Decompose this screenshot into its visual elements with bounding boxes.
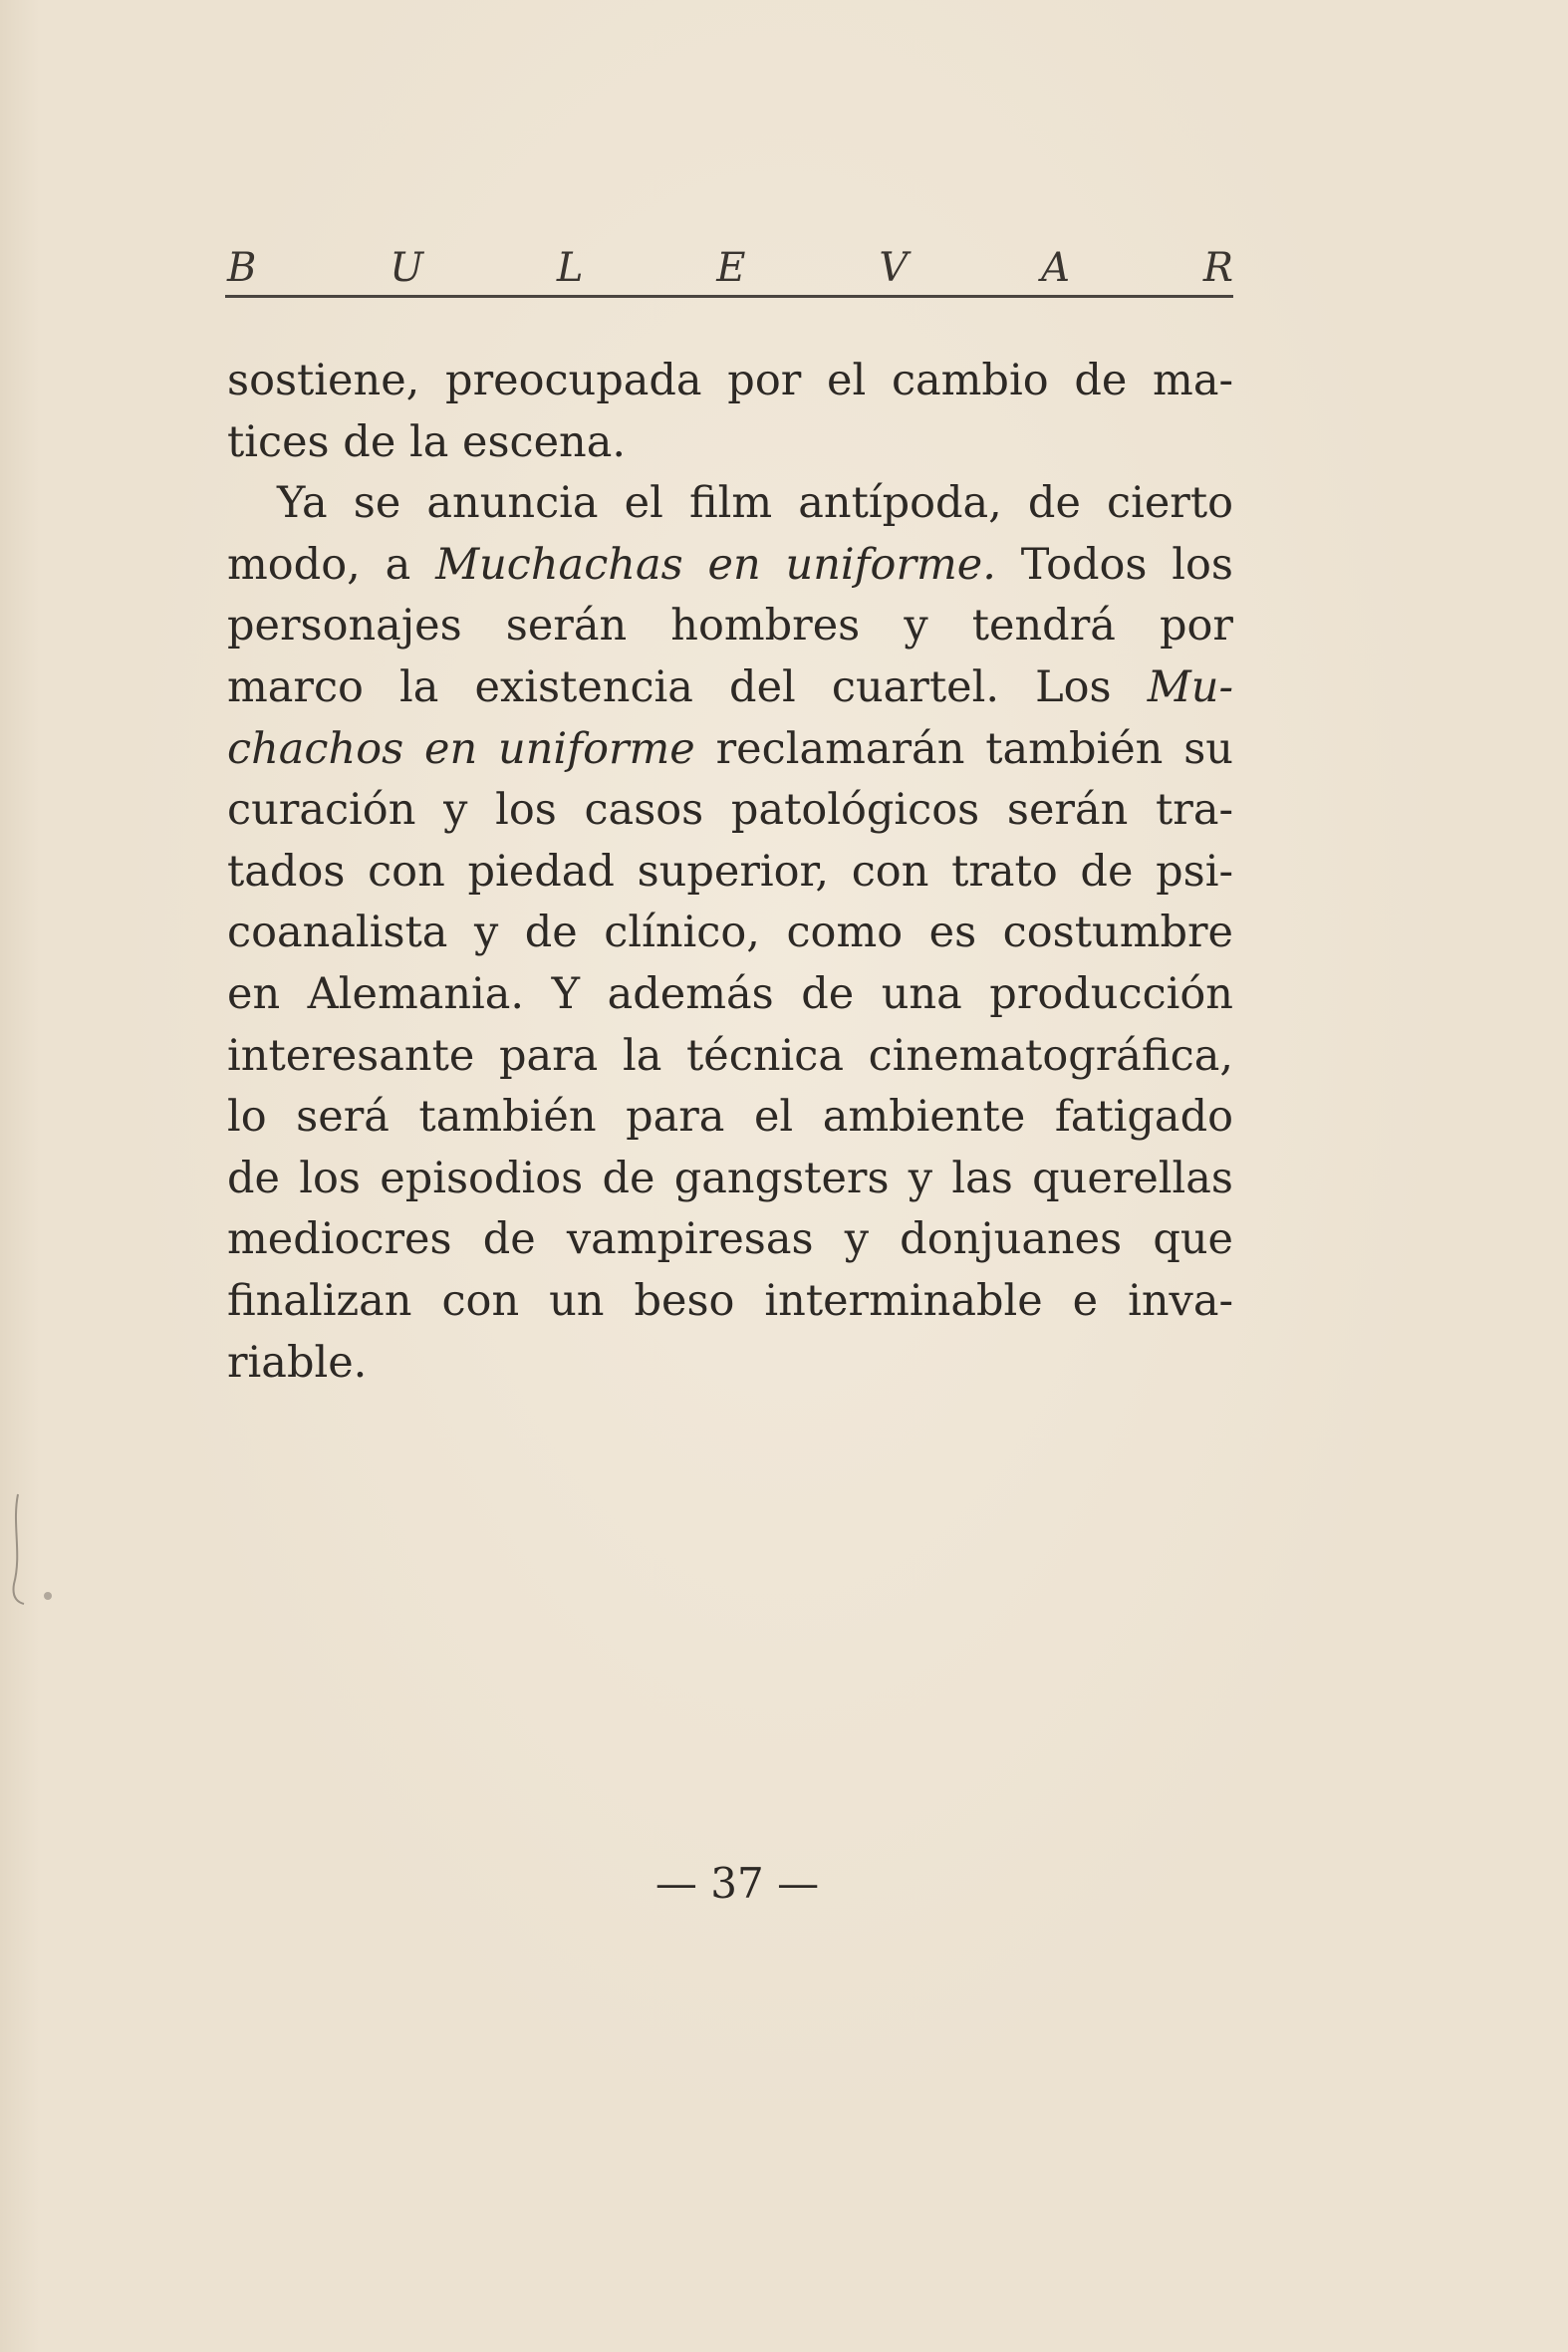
text-run: personajes serán hombres y tendrá por: [227, 601, 1233, 652]
text-run: mediocres de vampiresas y donjuanes que: [227, 1214, 1233, 1265]
body-text: [227, 351, 1233, 1394]
italic-title: Muchachas en uniforme.: [435, 539, 996, 590]
italic-title: chachos en uniforme: [227, 723, 695, 774]
running-head-letter: E: [716, 245, 746, 291]
text-line: [227, 351, 1233, 412]
text-run: coanalista y de clínico, como es costumbre: [227, 908, 1233, 958]
text-run: curación y los casos patológicos serán tra-: [227, 785, 1233, 836]
running-head-letter: L: [556, 245, 584, 291]
text-run: en Alemania. Y además de una producción: [227, 968, 1233, 1019]
text-run: riable.: [227, 1337, 368, 1388]
running-head-letter: V: [879, 245, 909, 291]
italic-title: Mu-: [1147, 661, 1233, 712]
margin-mark: [4, 1484, 54, 1614]
text-run: modo, a: [227, 539, 436, 590]
running-head-letter: R: [1202, 245, 1233, 291]
text-run: de los episodios de gangsters y las querellas: [227, 1153, 1233, 1203]
text-line: [227, 1271, 1233, 1333]
running-head-letter: A: [1041, 245, 1070, 291]
text-line: [227, 964, 1233, 1026]
running-head-letter: B: [227, 245, 257, 291]
text-line: [227, 1149, 1233, 1210]
header-rule: [225, 295, 1233, 298]
text-line: [227, 719, 1233, 781]
text-line: [227, 473, 1233, 535]
text-run: Ya se anuncia el film antípoda, de cierto: [277, 478, 1233, 529]
running-head-letter: U: [390, 245, 423, 291]
text-line: [227, 412, 1233, 474]
text-line: [227, 1209, 1233, 1271]
text-line: [227, 1333, 1233, 1395]
text-line: [227, 1087, 1233, 1149]
page-number: — 37 —: [654, 1859, 820, 1908]
text-line: [227, 535, 1233, 597]
text-run: tices de la escena.: [227, 416, 627, 467]
text-line: [227, 1026, 1233, 1088]
text-run: marco la existencia del cuartel. Los: [227, 661, 1148, 712]
text-run: lo será también para el ambiente fatigado: [227, 1092, 1233, 1143]
text-run: tados con piedad superior, con trato de psi-: [227, 846, 1233, 897]
text-run: reclamarán también su: [694, 723, 1233, 774]
running-head: [227, 231, 1233, 291]
text-line: [227, 780, 1233, 842]
text-run: finalizan con un beso interminable e inva-: [227, 1275, 1233, 1326]
text-line: [227, 842, 1233, 904]
text-run: sostiene, preocupada por el cambio de ma-: [227, 356, 1233, 405]
text-line: [227, 657, 1233, 719]
text-run: Todos los: [995, 539, 1233, 590]
text-line: [227, 903, 1233, 964]
text-run: interesante para la técnica cinematográfica,: [227, 1030, 1233, 1081]
text-line: [227, 596, 1233, 657]
